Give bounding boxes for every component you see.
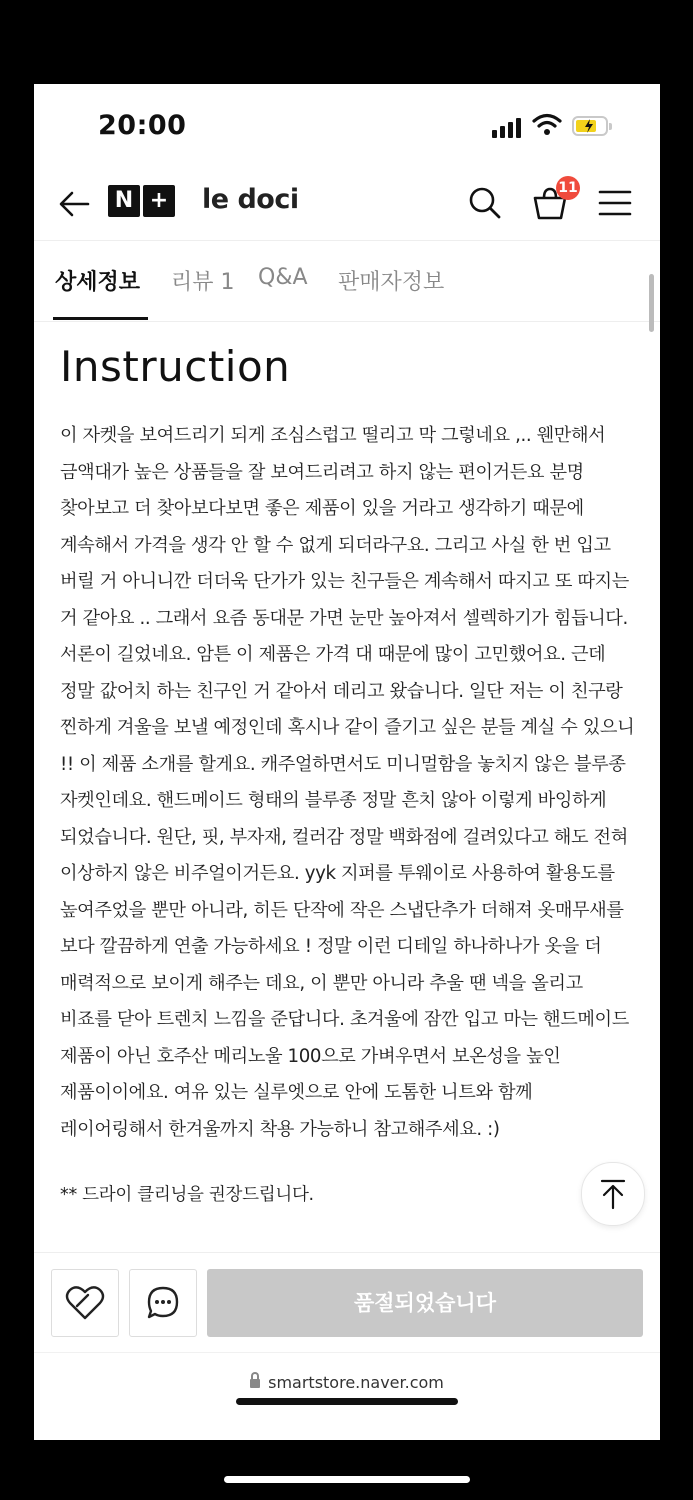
outer-home-indicator — [224, 1476, 470, 1483]
scrollbar[interactable] — [649, 274, 654, 332]
product-description — [60, 324, 638, 1252]
store-header — [34, 168, 660, 241]
cellular-signal-icon — [492, 118, 521, 138]
naver-plus-logo[interactable] — [108, 185, 175, 217]
status-bar — [34, 84, 660, 168]
purchase-bar — [34, 1252, 660, 1353]
tab-seller-info[interactable]: 판매자정보 — [338, 270, 445, 295]
arrow-up-to-top-icon — [599, 1178, 627, 1210]
battery-icon — [572, 116, 608, 136]
lock-icon — [250, 1379, 260, 1388]
talk-button[interactable] — [129, 1269, 197, 1337]
chat-bubble-icon — [130, 1270, 196, 1336]
product-tabs — [34, 241, 660, 322]
care-note: ** 드라이 클리닝을 권장드립니다. — [60, 1185, 314, 1205]
phone-screen — [34, 84, 660, 1440]
heart-icon — [52, 1270, 118, 1336]
back-arrow-icon[interactable] — [56, 186, 92, 222]
home-indicator[interactable] — [236, 1398, 458, 1405]
description-body: 이 자켓을 보여드리기 되게 조심스럽고 떨리고 막 그렇네요 ,.. 웬만해서 금액대가 높은 상품들을 잘 보여드리려고 하지 않는 편이거든요 분명 찾아보고 더 찾아보다보면 좋은 제품이 있을 거라고 생각하기 때문에 계속해서 가격을 생각 안 할 수 없게 되더라구요. 그리고 사실 한 번 입고 버릴 거 아니니깐 더더욱 단가가 있는 친구들은 계속해서 따지고 또 따지는 거 같아요 .. 그래서 요즘 동대문 가면 눈만 높아져서 셀렉하기가 힘듭니다. 서론이 길었네요. 암튼 이 제품은 가격 대 때문에 많이 고민했어요. 근데 정말 값어치 하는 친구인 거 같아서 데리고 왔습니다. 일단 저는 이 친구랑 찐하게 겨울을 보낼 예정인데 혹시나 같이 즐기고 싶은 분들 계실 수 있으니 !! 이 제품 소개를 할게요. 캐주얼하면서도 미니멀함을 놓치지 않은 블루종 자켓인데요. 핸드메이드 형태의 블루종 정말 흔치 않아 이렇게 바잉하게 되었습니다. 원단, 핏, 부자재, 컬러감 정말 백화점에 걸려있다고 해도 전혀 이상하지 않은 비주얼이거든요. yyk 지퍼를 투웨이로 사용하여 활용도를 높여주었을 뿐만 아니라, 히든 단작에 작은 스냅단추가 더해져 옷매무새를 보다 깔끔하게 연출 가능하세요 ! 정말 이런 디테일 하나하나가 옷을 더 매력적으로 보이게 해주는 데요, 이 뿐만 아니라 추울 땐 넥을 올리고 비죠를 닫아 트렌치 느낌을 준답니다. 초겨울에 잠깐 입고 마는 핸드메이드 제품이 아닌 호주산 메리노울 100으로 가벼우면서 보온성을 높인 제품이이에요. 여유 있는 실루엣으로 안에 도톰한 니트와 함께 레이어링해서 한겨울까지 착용 가능하니 참고해주세요. :) — [60, 425, 635, 1140]
tab-qna[interactable]: Q&A — [258, 265, 308, 290]
store-name[interactable]: le doci — [202, 184, 299, 215]
browser-url-bar — [34, 1352, 660, 1440]
sold-out-button[interactable]: 품절되었습니다 — [207, 1269, 643, 1337]
search-icon[interactable] — [466, 184, 504, 222]
tab-reviews[interactable]: 리뷰 1 — [171, 270, 235, 295]
hamburger-menu-icon[interactable] — [598, 188, 632, 218]
tab-details[interactable]: 상세정보 — [55, 270, 141, 295]
scroll-to-top-button[interactable] — [581, 1162, 645, 1226]
url-text: smartstore.naver.com — [268, 1373, 444, 1392]
logo-plus: + — [143, 185, 175, 217]
status-time: 20:00 — [98, 110, 187, 141]
wishlist-button[interactable] — [51, 1269, 119, 1337]
active-tab-indicator — [53, 317, 148, 320]
cart-count-badge: 11 — [556, 176, 580, 200]
wifi-icon — [532, 112, 562, 136]
description-heading: Instruction — [60, 342, 291, 391]
logo-letter: N — [108, 185, 140, 217]
url-display[interactable] — [34, 1373, 660, 1392]
